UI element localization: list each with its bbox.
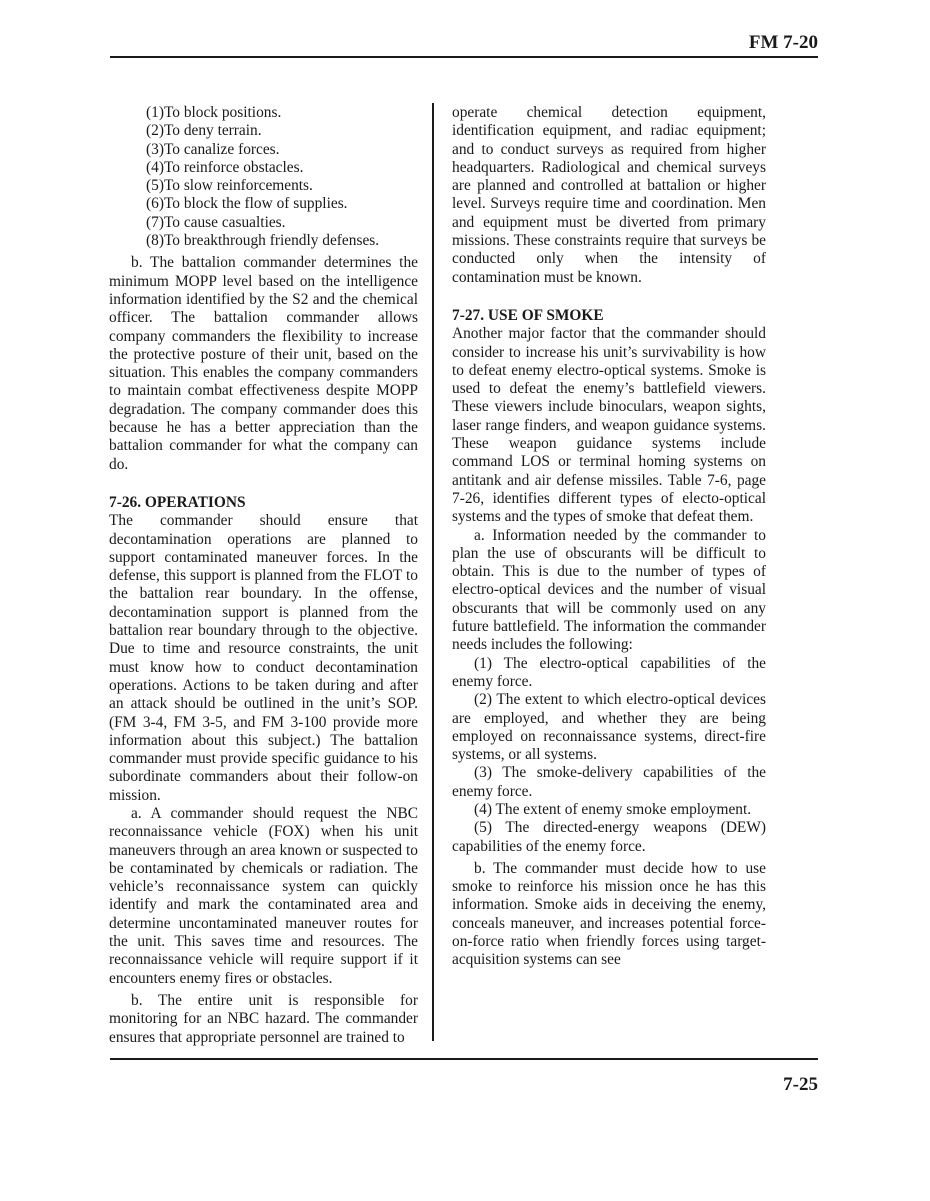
paragraph-decide: b. The commander must decide how to use smoke to reinforce his mission once he has this information. Smoke aids in deceiving the enemy, conceals maneuver, and increases potential force-on-force ratio when friendly forces using target-acquisition systems can see bbox=[452, 859, 766, 969]
list-item: (7)To cause casualties. bbox=[146, 213, 286, 231]
left-column bbox=[109, 104, 418, 1047]
list-item: (2)To deny terrain. bbox=[146, 122, 262, 140]
footer-rule bbox=[110, 1058, 818, 1060]
paragraph-mopp: b. The battalion commander determines the minimum MOPP level based on the intelligence information identified by the S2 and the chemical officer. The battalion commander allows company commanders the flexibility to increase the protective posture of their unit, based on the situation. This enables the company commanders to maintain combat effectiveness despite MOPP degradation. The company commander does this because he has a better appreciation than the battalion commander for what the company can do. bbox=[109, 254, 418, 473]
list-item: (1) The electro-optical capabilities of the enemy force. bbox=[452, 654, 766, 690]
list-item: (8)To breakthrough friendly defenses. bbox=[146, 232, 380, 250]
paragraph-operations: The commander should ensure that decontamination operations are planned to support contaminated maneuver forces. In the defense, this support is planned from the FLOT to the battalion rear boundary. In the offense, decontamination support is planned from the battalion rear boundary through to the objective. Due to time and resource constraints, the unit must know how to conduct decontamination operations. Actions to be taken during and after an attack should be outlined in the unit’s SOP. (FM 3-4, FM 3-5, and FM 3-100 provide more information about this subject.) The battalion commander must provide specific guidance to his subordinate commanders about their follow-on mission. bbox=[109, 512, 418, 804]
purpose-list bbox=[109, 104, 418, 250]
paragraph-unit-monitoring: b. The entire unit is responsible for monitoring for an NBC hazard. The commander ensures that appropriate personnel are trained to bbox=[109, 991, 418, 1046]
list-item: (2) The extent to which electro-optical devices are employed, and whether they are being employed on reconnaissance systems, direct-fire systems, or all systems. bbox=[452, 691, 766, 764]
column-divider bbox=[432, 103, 434, 1041]
list-item: (3)To canalize forces. bbox=[146, 140, 280, 158]
header-rule bbox=[110, 56, 818, 58]
paragraph-information: a. Information needed by the commander to plan the use of obscurants will be difficult to obtain. This is due to the number of types of electro-optical devices and the number of visual obscurants that will be commonly used on any future battlefield. The information the commander needs includes the following: bbox=[452, 526, 766, 654]
list-item: (6)To block the flow of supplies. bbox=[146, 195, 348, 213]
page-number: 7-25 bbox=[783, 1074, 818, 1095]
list-item: (4) The extent of enemy smoke employment. bbox=[474, 800, 752, 818]
page-header: FM 7-20 bbox=[748, 32, 818, 53]
right-column bbox=[452, 104, 766, 970]
list-item: (1)To block positions. bbox=[146, 104, 282, 121]
paragraph-fox: a. A commander should request the NBC reconnaissance vehicle (FOX) when his unit maneuvers through an area known or suspected to be contaminated by chemicals or radiation. The vehicle’s reconnaissance system can quickly identify and mark the contaminated area and determine uncontaminated maneuver routes for the unit. This saves time and resources. The reconnaissance vehicle will require support if it encounters enemy fires or obstacles. bbox=[109, 804, 418, 987]
section-heading-operations: 7-26. OPERATIONS bbox=[109, 493, 246, 511]
paragraph-smoke: Another major factor that the commander should consider to increase his unit’s survivability is how to defeat enemy electro-optical systems. Smoke is used to defeat the enemy’s battlefield viewers. These viewers include binoculars, weapon sights, laser range finders, and weapon guidance systems. These weapon guidance systems include command LOS or terminal homing systems on antitank and air defense missiles. Table 7-6, page 7-26, identifies different types of electo-optical systems and the types of smoke that defeat them. bbox=[452, 325, 766, 526]
list-item: (3) The smoke-delivery capabilities of the enemy force. bbox=[452, 764, 766, 800]
list-item: (4)To reinforce obstacles. bbox=[146, 158, 304, 176]
list-item: (5) The directed-energy weapons (DEW) capabilities of the enemy force. bbox=[452, 819, 766, 855]
paragraph-continued: operate chemical detection equipment, identification equipment, and radiac equipment; and to conduct surveys as required from higher headquarters. Radiological and chemical surveys are planned and controlled at battalion or higher level. Surveys require time and coordination. Men and equipment must be diverted from primary missions. These constraints require that surveys be conducted only when the intensity of contamination must be known. bbox=[452, 104, 766, 286]
list-item: (5)To slow reinforcements. bbox=[146, 177, 313, 195]
section-heading-smoke: 7-27. USE OF SMOKE bbox=[452, 306, 604, 324]
